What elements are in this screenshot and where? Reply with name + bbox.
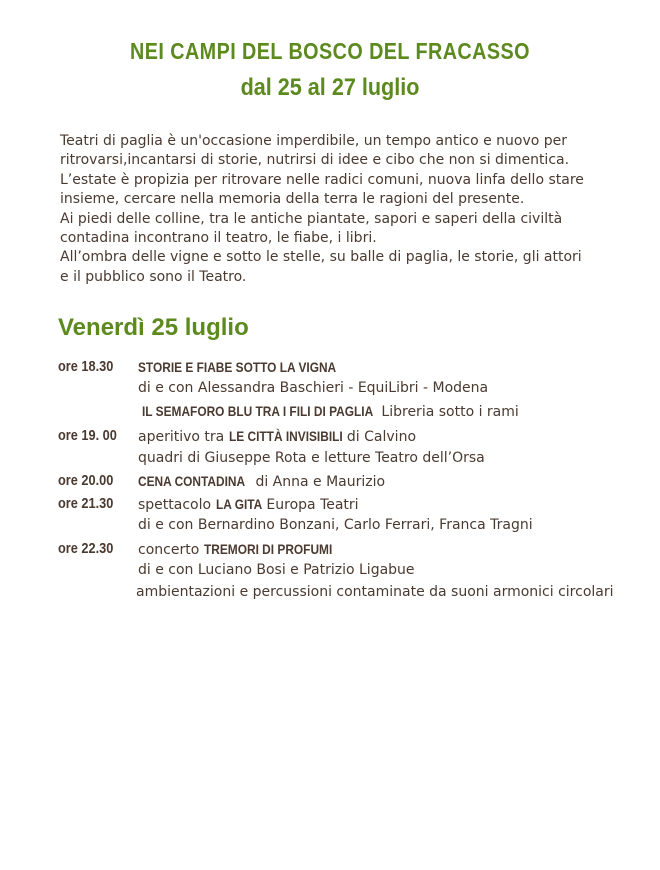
event-time: ore 18.30 (58, 358, 114, 375)
event-title: CENA CONTADINA (138, 473, 246, 489)
intro-paragraph (60, 132, 620, 287)
event-time: ore 21.30 (58, 495, 114, 512)
event-time: ore 19. 00 (58, 427, 117, 444)
event-title: STORIE E FIABE SOTTO LA VIGNA (138, 359, 337, 375)
event-line (138, 359, 371, 376)
day-heading: Venerdì 25 luglio (58, 314, 249, 341)
intro-line: Ai piedi delle colline, tra le antiche piantate, sapori e saperi della civiltà (60, 210, 563, 227)
intro-line: e il pubblico sono il Teatro. (60, 268, 247, 285)
event-line (138, 473, 385, 490)
event-detail: Libreria sotto i rami (376, 404, 519, 420)
intro-line: contadina incontrano il teatro, le fiabe, i libri. (60, 230, 377, 247)
event-line (138, 496, 359, 513)
intro-line: L’estate è propizia per ritrovare nelle radici comuni, nuova linfa dello stare (60, 171, 584, 188)
event-title: TREMORI DI PROFUMI (203, 541, 332, 557)
event-detail: di e con Alessandra Baschieri - EquiLibri - Modena (138, 380, 489, 396)
event-title: LE CITTÀ INVISIBILI (228, 428, 343, 444)
event-line (138, 428, 416, 445)
event-suffix: Europa Teatri (261, 497, 359, 513)
intro-line: All’ombra delle vigne e sotto le stelle, su balle di paglia, le storie, gli attori (60, 249, 582, 266)
event-detail: di e con Luciano Bosi e Patrizio Ligabue (138, 562, 415, 578)
event-time: ore 20.00 (58, 472, 114, 489)
event-suffix: di Anna e Maurizio (251, 474, 386, 490)
event-suffix: di Calvino (342, 429, 417, 445)
event-title: IL SEMAFORO BLU TRA I FILI DI PAGLIA (142, 403, 374, 419)
event-prefix: concerto (138, 542, 204, 558)
intro-line: Teatri di paglia è un'occasione imperdibile, un tempo antico e nuovo per (60, 133, 568, 149)
event-line (138, 541, 355, 558)
page-title: NEI CAMPI DEL BOSCO DEL FRACASSO (130, 38, 530, 64)
event-time: ore 22.30 (58, 540, 114, 557)
event-detail: quadri di Giuseppe Rota e letture Teatro dell’Orsa (138, 450, 485, 466)
event-prefix: spettacolo (138, 497, 216, 513)
event-title: LA GITA (215, 496, 262, 512)
event-prefix: aperitivo tra (138, 429, 229, 445)
page-subtitle-dates: dal 25 al 27 luglio (240, 74, 420, 101)
event-line (142, 403, 519, 420)
event-detail: di e con Bernardino Bonzani, Carlo Ferrari, Franca Tragni (138, 517, 533, 533)
event-detail: ambientazioni e percussioni contaminate da suoni armonici circolari (136, 584, 614, 600)
intro-line: insieme, cercare nella memoria della terra le ragioni del presente. (60, 191, 525, 208)
intro-line: ritrovarsi,incantarsi di storie, nutrirsi di idee e cibo che non si dimentica. (60, 152, 570, 169)
